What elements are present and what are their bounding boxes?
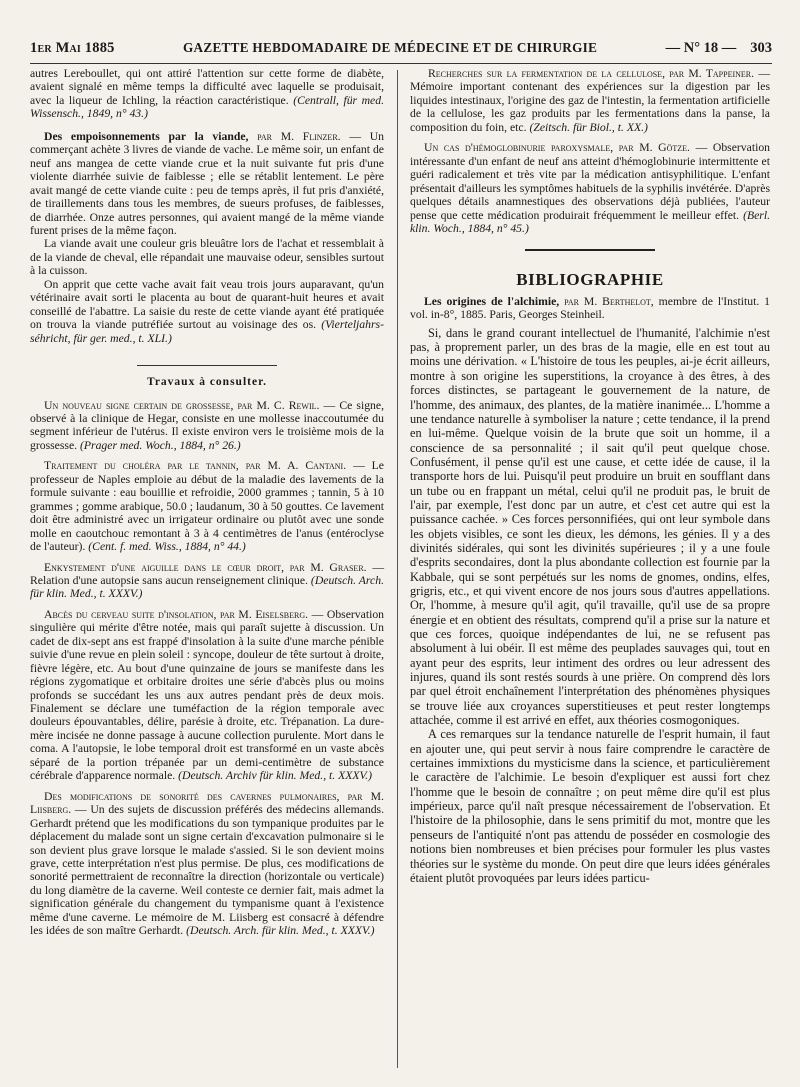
section-rule <box>137 365 277 366</box>
item-author: par M. Götze. <box>618 141 690 155</box>
item-author: par M. Eiselsberg. <box>220 607 309 621</box>
journal-title: GAZETTE HEBDOMADAIRE DE MÉDECINE ET DE CHIRURGIE <box>182 40 598 55</box>
item-author: par M. C. Rewil. <box>237 398 320 412</box>
item-text: — Mémoire important contenant des expériences sur la digestion par les liquides intestinaux, l'origine des gaz de l'intestin, la fermentation artificielle de la cellulose, les gaz produits par les fermentations dans la panse, la composition du foin, etc. <box>410 67 771 134</box>
item-text: — Observation singulière qui mérite d'être notée, mais qui paraît sujette à discussion. Un cadet de dix-sept ans est frappé d'insolation à la suite d'une marche pénible suivie d'une revue en plein soleil : syncope, douleur de tête surtout à droite, fièvre légère, etc. Au bout d'une quinzaine de jours se manifeste dans les régions zygomatique et orbitaire droites une série d'abcès plus ou moins profonds se succédant les uns aux autres pendant près de deux mois. Finalement se déclare une tuméfaction de la région temporale avec douleurs épouvantables, délire, parésie à droite, etc. Trépanation. La dure-mère incisée ne donne passage à aucune collection purulente. Mort dans le coma. A l'autopsie, le lobe temporal droit est transformé en un vaste abcès séparé de la portion trépanée par un demi-centimètre de substance cérébrale d'apparence normale. <box>30 607 385 783</box>
issue-date: 1er Mai 1885 <box>30 40 115 56</box>
running-header <box>30 40 772 60</box>
left-column <box>30 67 384 938</box>
list-item <box>30 561 384 601</box>
citation: (Deutsch. Arch. für klin. Med., t. XXXV.) <box>186 924 375 938</box>
citation: (Deutsch. Archiv für klin. Med., t. XXXV.) <box>178 769 372 783</box>
item-author: par M. Tappeiner. <box>669 67 755 80</box>
citation: (Vierteljahrs-séhricht, für ger. med., t. XLI.) <box>30 318 384 345</box>
citation: (Centrall, für med. Wissensch., 1849, n° 43.) <box>30 93 385 121</box>
item-text: — Relation d'une autopsie sans aucun renseignement clinique. <box>30 560 385 587</box>
citation: (Cent. f. med. Wiss., 1884, n° 44.) <box>88 540 246 554</box>
list-item <box>410 67 770 134</box>
list-item <box>410 141 770 235</box>
intro-paragraph: autres Lereboullet, qui ont attiré l'attention sur cette forme de diabète, avaient signalé en même temps la difficulté avec laquelle se produisait, avec la liqueur de Ichling, la réaction caractéristique. (Centrall, für med. Wissensch., 1849, n° 43.) <box>30 67 385 121</box>
item-title: Un nouveau signe certain de grossesse, <box>44 398 234 412</box>
item-title: Abcès du cerveau suite d'insolation, <box>44 607 217 621</box>
article-poisoning <box>30 130 384 345</box>
issue-number: — N° 18 — <box>665 40 737 56</box>
section-heading: Travaux à consulter. <box>147 376 267 389</box>
item-author: par M. A. Cantani. <box>245 459 347 473</box>
list-item <box>30 459 384 553</box>
bibliography-heading: BIBLIOGRAPHIE <box>516 270 664 290</box>
book-entry <box>410 295 770 322</box>
item-title: Un cas d'hémoglobinurie paroxysmale, <box>424 141 614 155</box>
list-item <box>30 608 384 783</box>
citation: (Prager med. Woch., 1884, n° 26.) <box>80 438 241 452</box>
review-paragraph: Si, dans le grand courant intellectuel de l'humanité, l'alchimie n'est pas, à proprement parler, un des bras de la magie, elle en est tout au moins une dérivation. « L'histoire de tous les peuples, ai-je écrit ailleurs, montre à son origine les superstitions, la croyance à des êtres, à des forces distinctes, se partageant le gouvernement de la nature, de l'homme, des animaux, des plantes, de la matière inanimée... L'homme a une tendance naturelle à symboliser la nature ; cette tendance, il la prend en lui-même. Quelque voisin de la brute que soit un homme, il a conscience de sa personnalité ; il sait qu'il peut quelque chose. Confusément, il pense qu'il est une cause, et cette idée de cause, il la transporte hors de lui. Puisqu'il peut produire un bruit en soufflant dans un tube ou en frappant un métal, celui qu'il ne produit pas, le bruit de l'air, par exemple, l'est donc par un autre, et c'est cet autre qui est la puissance cachée. » Ces forces personnifiées, qui ont leur symbole dans les objets visibles, ce sont les dieux, les démons, les génies. Il y a des divinités sidérales, qui sont les divinités supérieures ; il y a une foule d'esprits secondaires, dont la plus abondante collection est fournie par la Kabbale, qui se sont perpétués sur les noms de gnomes, ondins, elfes, grigris, etc., et qui vivent encore de nos jours sous d'autres appellations. Or, l'homme, à mesure qu'il agit, qu'il travaille, qu'il use de sa propre énergie et en obtient des résultats, comprend qu'il a prise sur la nature et que ces forces, quoique indépendantes de lui, ne se refusent pas absolument à lui obéir. Il est même des peuplades sauvages qui, tout en ayant peur des esprits, leur intiment des ordres ou leur adressent des injures, quand ils sont restés sourds à une prière. On comprend dès lors par quel étroit enchaînement l'interprétation des phénomènes physiques se trouve liée aux croyances superstitieuses et peut rester longtemps attachée, comme il est arrivé en effet, aux théories cosmogoniques. <box>410 325 770 728</box>
book-info: membre de l'Institut. 1 vol. in-8°, 1885. Paris, Georges Steinheil. <box>410 294 771 322</box>
article-author: par M. Flinzer. <box>257 129 341 143</box>
citation: (Deutsch. Arch. für klin. Med., t. XXXV.) <box>30 573 384 601</box>
bibliography-body <box>410 326 770 885</box>
item-title: Recherches sur la fermentation de la cellulose, <box>428 67 666 80</box>
bibliography-rule <box>525 249 655 251</box>
header-rule <box>30 63 772 64</box>
article-title: Des empoisonnements par la viande, <box>44 129 249 143</box>
review-paragraph: A ces remarques sur la tendance naturelle de l'esprit humain, il faut en ajouter une, qui peut servir à nous faire comprendre le caractère de certaines immixtions du mysticisme dans la science, et particulièrement le caractère de l'alchimie. Le besoin d'expliquer est aussi fort chez l'homme que le besoin de connaître ; on peut même dire qu'il est plus impérieux, parce qu'il naît presque nécessairement de l'observation. Et l'histoire de la philosophie, dans le sens primitif du mot, montre que les penseurs de l'antiquité n'ont pas attendu de posséder en cosmologie des notions bien nombreuses et bien précises pour formuler les plus vastes théories sur le système du monde. On peut dire que leurs idées générales étaient plutôt provoquées par leurs idées particu- <box>410 727 770 885</box>
item-title: Traitement du choléra par le tannin, <box>44 459 239 473</box>
right-column <box>410 67 770 885</box>
item-title: Enkystement d'une aiguille dans le cœur droit, <box>44 560 285 574</box>
article-text: — Un commerçant achète 3 livres de viande de vache. Le même soir, un enfant de neuf ans mangea de cette viande crue et la nuit suivante fut pris d'une violente diarrhée suivie de faiblesse ; elle se rétablit lentement. Le père avait mangé de cette viande cuite : peu de temps après, il fut pris d'anxiété, de tiraillements dans tous les membres, de sueurs profuses, de faiblesses, de diarrhée. Onze autres personnes, qui avaient mangé de la même viande furent prises de la même façon. <box>30 129 384 237</box>
header-right <box>666 40 772 57</box>
item-author: par M. Graser. <box>289 560 367 574</box>
item-text: — Observation intéressante d'un enfant de neuf ans atteint d'hémoglobinurie intermittente et guéri radicalement et très vite par la médication antisyphilitique. L'enfant présentait d'ailleurs les symptômes habituels de la syphilis invétérée. D'après quelques détails anamnestiques des observations déjà publiées, l'auteur pense que cette médication produirait fréquemment le meilleur effet. <box>410 141 771 222</box>
item-author: par M. Liisberg. <box>30 789 384 817</box>
article-paragraph: La viande avait une couleur gris bleuâtre lors de l'achat et ressemblait à de la viande de cheval, elle répandait une mauvaise odeur, sensibles surtout à la cuisson. <box>30 237 384 278</box>
list-item <box>30 399 384 453</box>
item-title: Des modifications de sonorité des cavernes pulmonaires, <box>44 789 340 803</box>
book-author: par M. Berthelot, <box>564 294 654 308</box>
citation: (Berl. klin. Woch., 1884, n° 45.) <box>410 208 770 235</box>
book-title: Les origines de l'alchimie, <box>424 294 560 308</box>
item-text: — Le professeur de Naples emploie au début de la maladie des lavements de la formule suivante : eau bouillie et refroidie, 2000 grammes ; tannin, 5 à 10 grammes ; gomme arabique, 50.0 ; laudanum, 30 à 50 gouttes. Ce lavement doit être administré avec un irrigateur ordinaire ou plutôt avec une sonde molle en caoutchouc remontant à 3 à 4 centimètres de l'anus (entéroclyse de l'auteur). <box>30 459 384 554</box>
page-number: 303 <box>750 40 772 56</box>
list-item <box>30 790 384 938</box>
item-text: — Un des sujets de discussion préférés des médecins allemands. Gerhardt prétend que les modifications du son tympanique produites par le déplacement du malade sont un signe certain d'excavation pulmonaire si le son devient plus grave lorsque le malade s'assied. Si le son devient moins grave, cette interprétation n'est plus permise. De plus, ces modifications de sonorité permettraient de reconnaître la direction (horizontale ou verticale) du long diamètre de la caverne. Weil conteste ce dernier fait, mais admet la signification générale du changement du tympanisme quant à l'existence même d'une caverne. Le mémoire de M. Liisberg est consacré à défendre les idées de son maître Gerhardt. <box>30 803 385 938</box>
item-text: — Ce signe, observé à la clinique de Hegar, consiste en une mollesse inaccoutumée du segment inférieur de l'utérus. Il existe environ vers le troisième mois de la grossesse. <box>30 398 384 452</box>
article-paragraph: On apprit que cette vache avait fait veau trois jours auparavant, qu'un vétérinaire avait sorti le placenta au bout de quarant-huit heures et avait conseillé de l'abattre. La saisie du reste de cette viande ayant été pratiquée on trouva la viande putréfiée surtout au voisinage des os. (Vierteljahrs-séhricht, für ger. med., t. XLI.) <box>30 277 384 345</box>
citation: (Zeitsch. für Biol., t. XX.) <box>529 120 648 134</box>
column-divider <box>397 70 398 1068</box>
